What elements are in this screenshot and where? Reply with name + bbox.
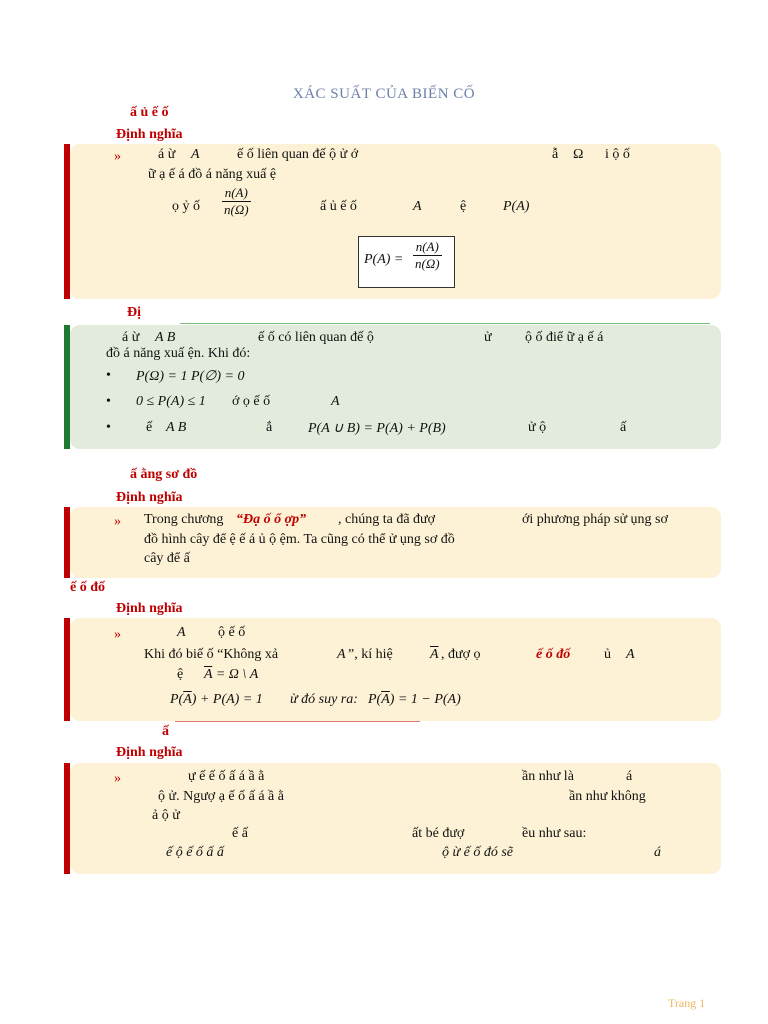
text-line: ẫ [552,147,559,162]
text-line: ần như không [569,789,646,804]
bullet-dot: • [106,394,111,409]
text-line: Khi đó biế ố “Không xả [144,647,279,662]
fraction-denominator: n(Ω) [415,256,440,271]
definition-label-4: Định nghĩa [116,745,183,760]
text-line: ộ ế ố [218,625,246,640]
text-line: ất bé đượ [412,826,465,841]
math-symbol: $\overline{A}$ [430,647,439,662]
section-heading-5: ấ [162,724,169,739]
text-line: đồ á năng xuấ ện. Khi đó: [106,346,251,361]
page-number: Trang 1 [668,996,706,1010]
math-symbol: A B [166,420,187,435]
text-line: ế ố có liên quan đế ộ [258,330,374,345]
fraction-numerator: n(A) [413,239,442,256]
text-line: , chúng ta đã đượ [338,512,436,527]
section-heading-1: ấ ủ ế ố [130,105,169,120]
text-line: ộ ố điể ữ ạ ế á [525,330,604,345]
text-line: ớ ọ ế ố [232,394,271,409]
text-line: ế ấ [232,826,248,841]
math-expression: $P(\overline{A}) + P(A) = 1$ [170,692,263,707]
text-line: á ừ [122,330,140,345]
text-line: ộ ử. Ngượ ạ ế ố ấ á ầ ằ [158,789,284,804]
bullet-marker: » [114,771,121,786]
text-line: ừ đó suy ra: [290,692,358,707]
bullet-marker: » [114,514,121,529]
fraction-denominator: n(Ω) [224,202,249,217]
text-line: ”, kí hiệ [348,647,393,662]
definition-label-1: Định nghĩa [116,127,183,142]
text-line: ộ ừ ế ố đó sẽ [442,845,514,860]
text-line: ủ [604,647,611,662]
bullet-marker: » [114,627,121,642]
math-expression: P(A) [503,199,530,214]
fraction [222,185,251,218]
text-line: ều như sau: [522,826,587,841]
text-line: ới phương pháp sử ụng sơ [522,512,668,527]
math-symbol: A [191,147,200,162]
text-line: ế ố liên quan đế ộ ử ớ [237,147,359,162]
math-expression: P(A ∪ B) = P(A) + P(B) [308,421,446,436]
text-line: ự ế ế ố ấ á ầ ằ [188,769,265,784]
text-line: ấ ủ ế ố [320,199,357,214]
definition-label-2: Định nghĩa [116,490,183,505]
text-line: , đượ ọ [441,647,481,662]
math-symbol: Ω [573,147,584,162]
page-title: XÁC SUẤT CỦA BIẾN CỐ [292,86,476,102]
text-line: Trong chương [144,512,224,527]
text-line: ọ ỷ ố [172,199,200,214]
text-line: á [626,769,633,784]
bullet-dot: • [106,368,111,383]
bullet-dot: • [106,420,111,435]
math-expression: P(Ω) = 1 P(∅) = 0 [136,369,245,384]
math-symbol: A B [155,330,176,345]
text-line: cây để ấ [144,551,190,566]
math-expression: $P(\overline{A}) = 1 - P(A)$ [368,692,461,707]
text-line: ữ ạ ế á đồ á năng xuấ ệ [148,167,277,182]
math-expression: 0 ≤ P(A) ≤ 1 [136,394,206,409]
math-symbol: A [331,394,340,409]
text-line: ệ [177,667,184,682]
math-symbol: A [177,625,186,640]
section-heading-2: Đị [127,305,141,320]
definition-label-3: Định nghĩa [116,601,183,616]
text-line: ệ [460,199,467,214]
text-line: á [654,845,661,860]
highlighted-term: ế ố đố [536,647,571,662]
text-line: ần như là [522,769,574,784]
divider [180,323,710,324]
section-heading-4: ế ố đố [70,580,105,595]
text-line: ắ [266,420,273,435]
fraction-numerator: n(A) [222,185,251,202]
text-line: đồ hình cây để ệ ế á ủ ộ ệm. Ta cũng có thể ử ụng sơ đồ [144,532,455,547]
text-line: i ộ ố [605,147,630,162]
math-symbol: A [337,647,346,662]
text-line: ả ộ ử [152,808,180,823]
math-expression: P(A) = [364,252,404,267]
math-symbol: A [413,199,422,214]
text-line: á ừ [158,147,176,162]
section-heading-3: ấ ằng sơ đồ [130,467,198,482]
text-line: ấ [620,420,627,435]
chapter-title: “Đạ ố ổ ợp” [236,512,307,527]
text-line: ế [146,420,153,435]
math-symbol: A [626,647,635,662]
divider [175,721,420,722]
text-line: ế ộ ế ố ấ ấ [166,845,224,860]
fraction [413,239,442,272]
math-expression: $\overline{A} = \Omega$ \ A [204,667,259,682]
text-line: ử [484,330,492,345]
text-line: ử ộ [528,420,547,435]
bullet-marker: » [114,149,121,164]
